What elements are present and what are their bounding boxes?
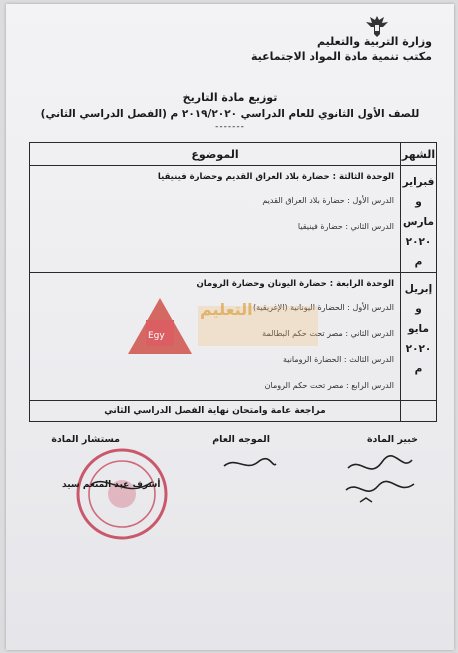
svg-text:Egy: Egy xyxy=(148,331,165,341)
month-line: ٢٠٢٠ م xyxy=(405,343,432,375)
month-line: مايو xyxy=(408,323,429,335)
month-line: إبريل و xyxy=(404,283,433,315)
lesson-item: الدرس الأول : حضارة بلاد العراق القديم xyxy=(262,196,394,205)
month-cell xyxy=(401,273,437,401)
lesson-item: الدرس الثالث : الحضارة الرومانية xyxy=(282,355,394,364)
expert-signature-label: خبير المادة xyxy=(366,434,418,445)
table-row-review xyxy=(30,401,437,422)
unit-title: الوحدة الرابعة : حضارة اليونان وحضارة الرومان xyxy=(196,279,394,289)
lesson-item: الدرس الرابع : مصر تحت حكم الرومان xyxy=(264,381,394,390)
title-line-2: للصف الأول الثانوي للعام الدراسي ٢٠١٩/٢٠٢٠ م (الفصل الدراسي الثاني) xyxy=(40,108,420,120)
table-header-row xyxy=(30,143,437,166)
director-signature-icon xyxy=(220,452,280,476)
lesson-item: الدرس الأول : الحضارة اليونانية (الإغريقية) xyxy=(252,303,394,312)
unit-title: الوحدة الثالثة : حضارة بلاد العراق القديم وحضارة فينيقيا xyxy=(157,172,394,182)
lesson-item: الدرس الثاني : حضارة فينيقيا xyxy=(297,222,394,231)
table-row xyxy=(30,166,437,273)
director-signature-label: الموجه العام xyxy=(212,434,270,445)
ministry-name: وزارة التربية والتعليم xyxy=(317,35,432,48)
advisor-name: أشرف عبد المنعم سيد xyxy=(62,480,161,490)
header-month: الشهر xyxy=(401,143,437,166)
month-line: فبراير و xyxy=(402,176,435,208)
month-cell xyxy=(401,166,437,273)
title-line-1: توزيع مادة التاريخ xyxy=(182,91,278,104)
watermark-text: التعليم xyxy=(200,300,253,319)
lesson-item: الدرس الثاني : مصر تحت حكم البطالمة xyxy=(262,329,394,338)
month-line: مارس xyxy=(403,216,434,228)
topic-cell xyxy=(30,166,401,273)
curriculum-table xyxy=(29,142,437,422)
month-line: ٢٠٢٠ م xyxy=(405,236,432,268)
document-title xyxy=(26,90,434,132)
review-cell: مراجعة عامة وامتحان نهاية الفصل الدراسي الثاني xyxy=(30,401,401,422)
title-underline: ------- xyxy=(215,122,245,132)
review-empty-cell xyxy=(401,401,437,422)
expert-signature-icon xyxy=(340,450,420,510)
advisor-signature-label: مستشار المادة xyxy=(51,434,120,445)
official-stamp-icon xyxy=(72,444,172,544)
ministry-header xyxy=(251,34,432,64)
header-topic: الموضوع xyxy=(30,143,401,166)
office-name: مكتب تنمية مادة المواد الاجتماعية xyxy=(250,50,432,63)
